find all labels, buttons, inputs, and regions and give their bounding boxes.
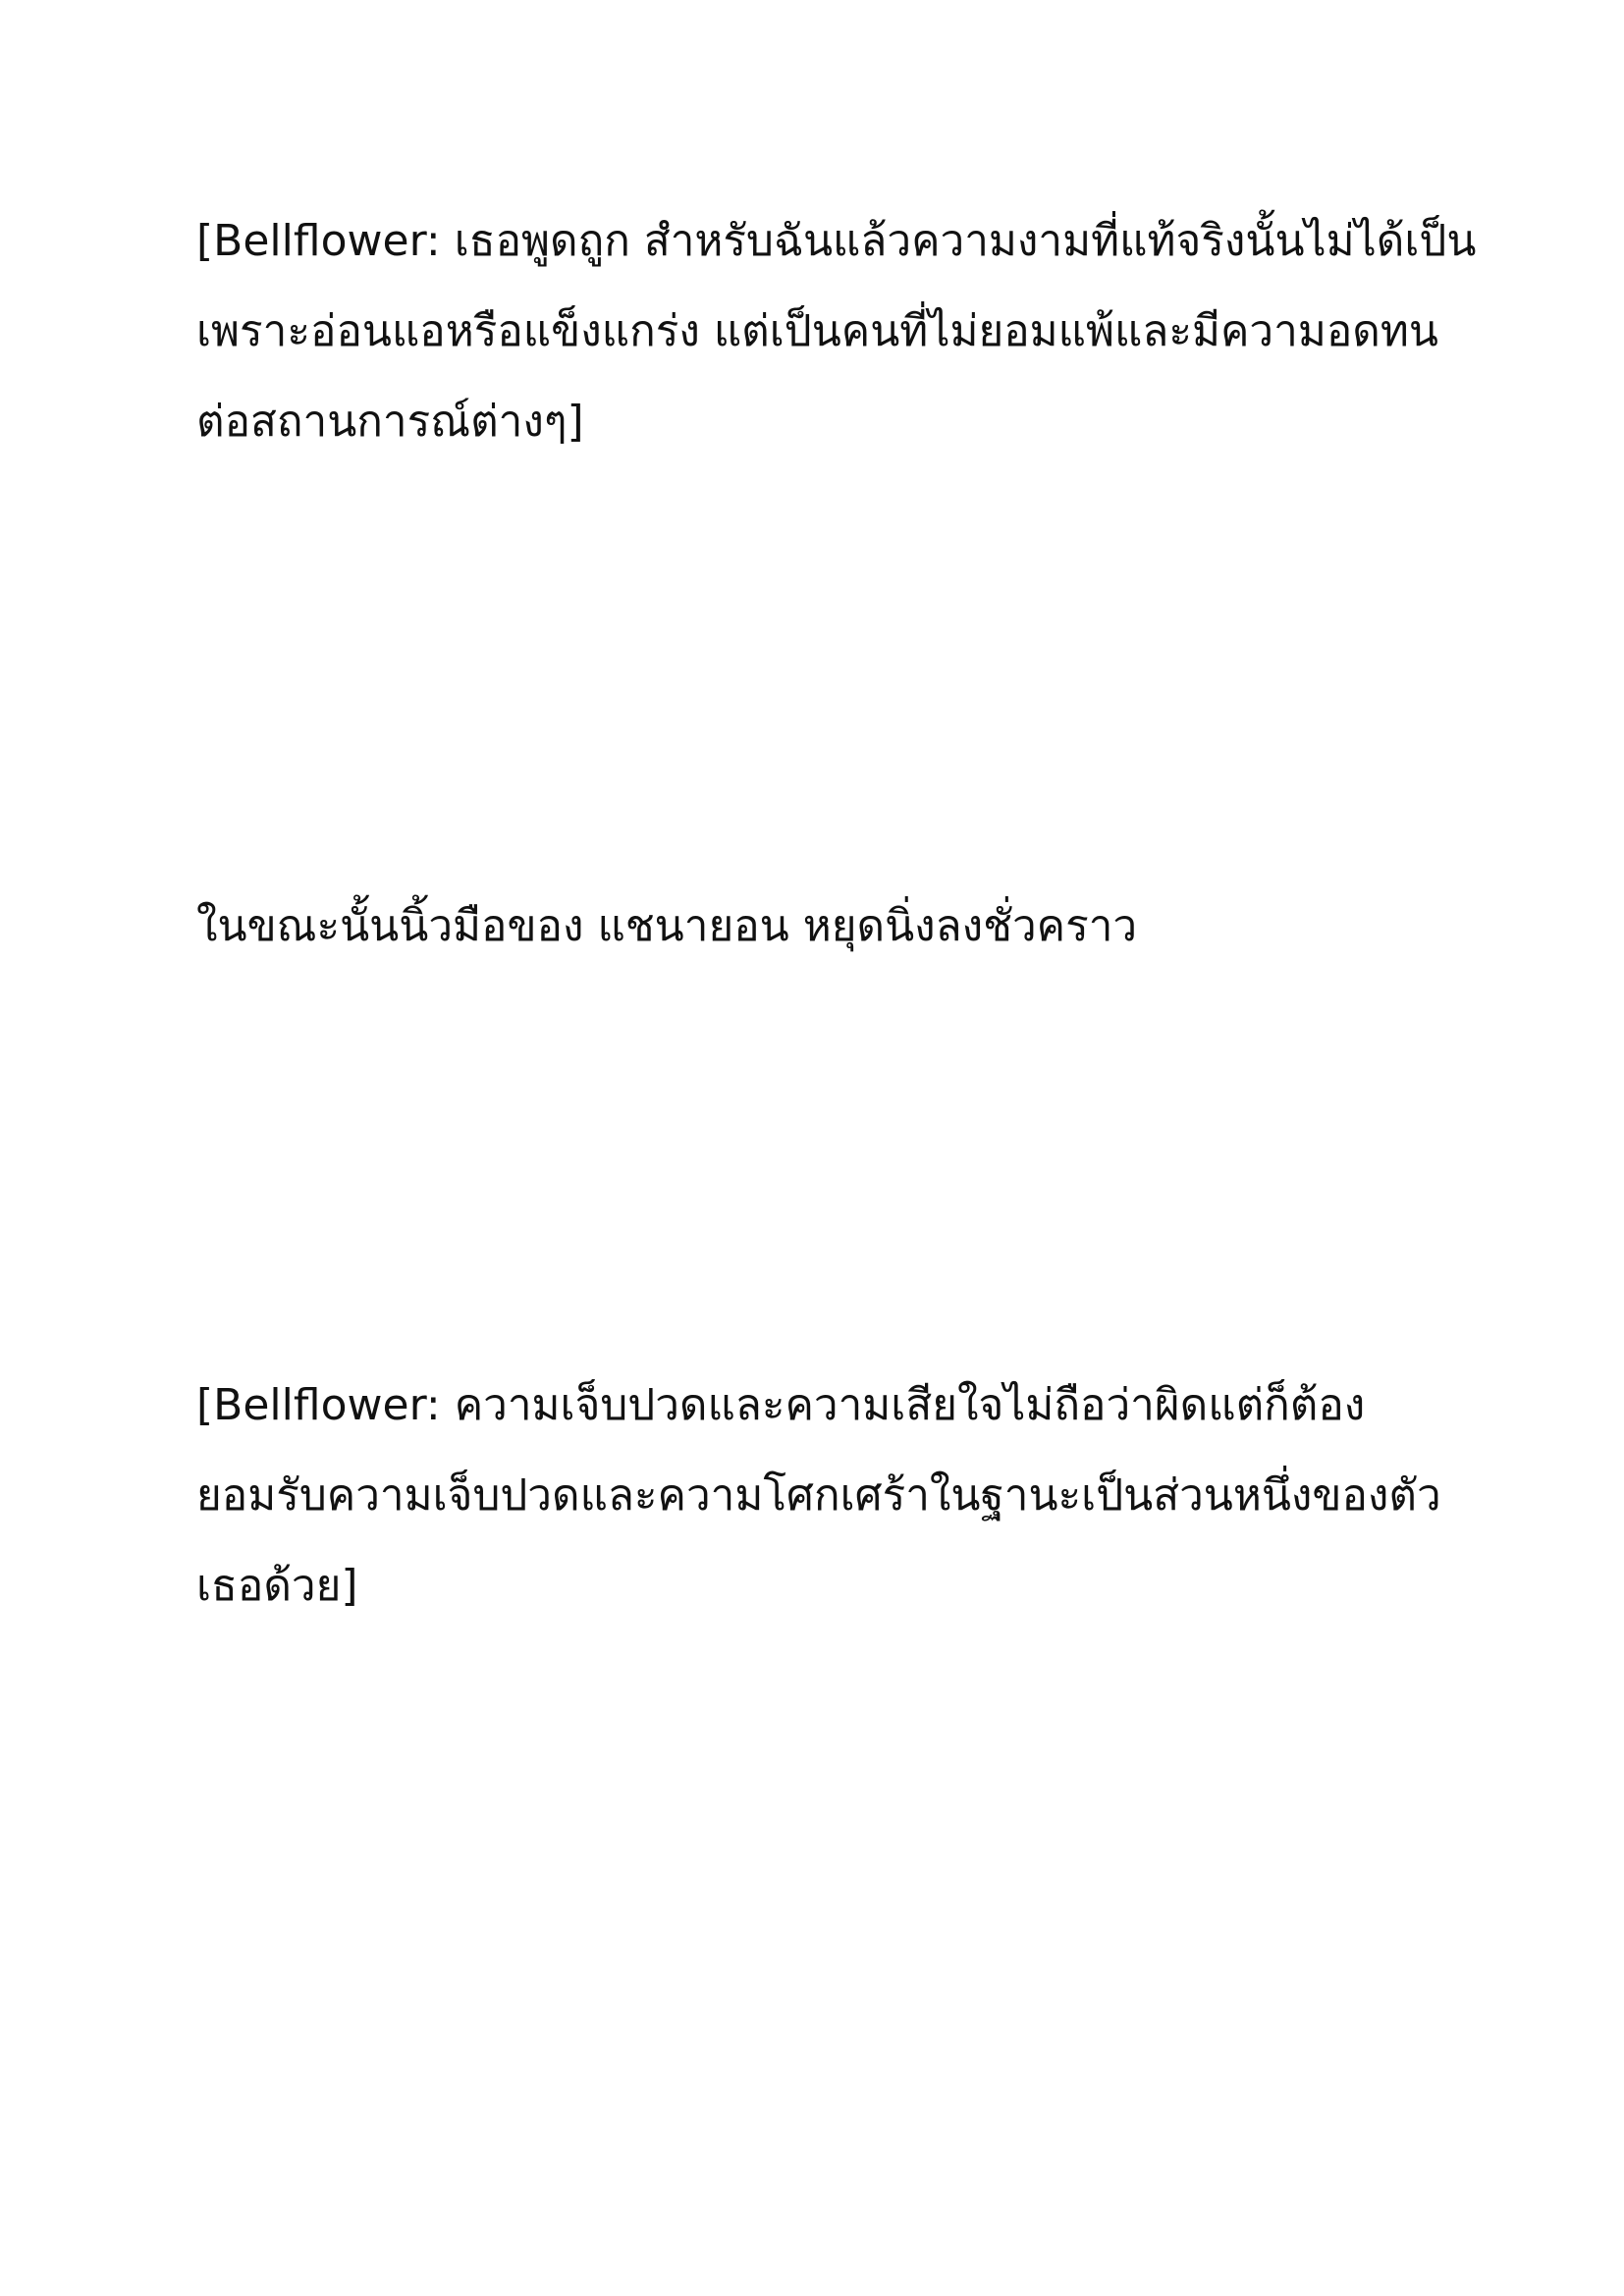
paragraph-line: [Bellflower: ความเจ็บปวดและความเสียใจไม่ถือว่าผิดแต่ก็ต้อง bbox=[196, 1380, 1366, 1430]
paragraph-narration bbox=[196, 881, 1434, 972]
paragraph-line: เพราะอ่อนแอหรือแข็งแกร่ง แต่เป็นคนที่ไม่ยอมแพ้และมีความอดทน bbox=[196, 306, 1438, 356]
paragraph-line: ยอมรับความเจ็บปวดและความโศกเศร้าในฐานะเป็นส่วนหนึ่งของตัว bbox=[196, 1470, 1441, 1521]
paragraph-line: ในขณะนั้นนิ้วมือของ แชนายอน หยุดนิ่งลงชั่วคราว bbox=[196, 901, 1138, 951]
paragraph-line: [Bellflower: เธอพูดถูก สำหรับฉันแล้วความงามที่แท้จริงนั้นไม่ได้เป็น bbox=[196, 216, 1477, 266]
paragraph-bellflower-strength bbox=[196, 196, 1477, 467]
paragraph-line: ต่อสถานการณ์ต่างๆ] bbox=[196, 397, 584, 447]
paragraph-bellflower-pain bbox=[196, 1361, 1441, 1631]
paragraph-line: เธอด้วย] bbox=[196, 1561, 358, 1611]
